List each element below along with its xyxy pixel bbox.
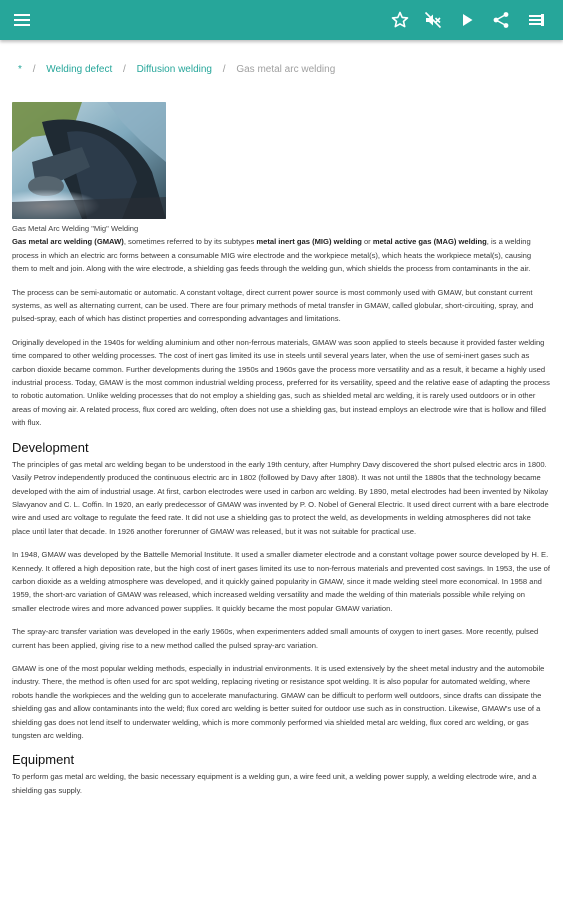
breadcrumb-home[interactable]: * <box>18 64 22 75</box>
term-mig: metal inert gas (MIG) welding <box>256 237 362 247</box>
section-heading-equipment: Equipment <box>12 752 75 768</box>
app-bar <box>0 0 563 40</box>
intro-text: or <box>361 237 373 247</box>
breadcrumb-item-diffusion-welding[interactable]: Diffusion welding <box>136 64 212 75</box>
intro-text: , sometimes referred to by its subtypes <box>123 237 257 247</box>
paragraph: The process can be semi-automatic or automatic. A constant voltage, direct current power source is most commonly used with GMAW, but constant current systems, as well as alternating current, can be used. There are four primary methods of metal transfer in GMAW, called globular, short-circuiting, spray, and pulsed-spray, each of which has distinct properties and corresponding advantages and limitations. <box>12 287 534 324</box>
star-icon[interactable] <box>390 10 410 30</box>
image-caption: Gas Metal Arc Welding "Mig" Welding <box>12 224 139 233</box>
list-icon[interactable] <box>526 10 546 30</box>
article-content <box>0 40 563 900</box>
intro-paragraph <box>12 235 550 275</box>
share-icon[interactable] <box>491 10 511 30</box>
term-gmaw: Gas metal arc welding (GMAW) <box>12 237 124 247</box>
paragraph: Originally developed in the 1940s for welding aluminium and other non-ferrous materials, GMAW was soon applied to steels because it provided faster welding time compared to other welding processes. The cost of inert gas limited its use in steels until several years later, when the use of semi-inert gases such as carbon dioxide became common. Further developments during the 1950s and 1960s gave the process more versatility and as a result, it became a highly used industrial process. Today, GMAW is the most common industrial welding process, preferred for its versatility, speed and the relative ease of adapting the process to robotic automation. Unlike welding processes that do not employ a shielding gas, such as shielded metal arc welding, it is rarely used outdoors or in other areas of moving air. A related process, flux cored arc welding, often does not use a shielding gas, but instead employs an electrode wire that is hollow and filled with flux. <box>12 337 550 428</box>
paragraph: In 1948, GMAW was developed by the Battelle Memorial Institute. It used a smaller diameter electrode and a constant voltage power source developed by H. E. Kennedy. It offered a high deposition rate, but the high cost of inert gases limited its use to non-ferrous materials and prevented cost savings. In 1953, the use of carbon dioxide as a welding atmosphere was developed, and it quickly gained popularity in GMAW, since it made welding steel more economical. In 1958 and 1959, the short-arc variation of GMAW was released, which increased welding versatility and made the welding of thin materials possible while relying on smaller electrode wires and more advanced power supplies. It quickly became the most popular GMAW variation. <box>12 550 550 613</box>
volume-off-icon[interactable] <box>423 10 443 30</box>
breadcrumb-separator: / <box>32 64 36 75</box>
intro-text: , is a welding process in which an electric arc forms between a consumable MIG wire electrode and the workpiece metal(s), which heats the workpiece metal(s), causing them to melt and join. Along with the wire electrode, a shielding gas feeds through the welding gun, which shields the process from contaminants in the air. <box>12 237 532 274</box>
breadcrumb-item-welding-defect[interactable]: Welding defect <box>46 64 113 75</box>
article-body <box>12 102 550 807</box>
paragraph: The principles of gas metal arc welding began to be understood in the early 19th century, after Humphry Davy discovered the short pulsed electric arcs in 1800. Vasily Petrov independently produced the continuous electric arc in 1802 (followed by Davy after 1808). It was not until the 1880s that the technology became developed with the aim of industrial usage. At first, carbon electrodes were used in carbon arc welding. By 1890, metal electrodes had been invented by Nikolay Slavyanov and C. L. Coffin. In 1920, an early predecessor of GMAW was invented by P. O. Nobel of General Electric. It used direct current with a bare electrode wire and used arc voltage to regulate the feed rate. It did not use a shielding gas to protect the weld, as developments in welding atmospheres did not take place until later that decade. In 1926 another forerunner of GMAW was released, but it was not suitable for practical use. <box>12 459 549 536</box>
menu-icon[interactable] <box>12 10 32 30</box>
section-heading-development: Development <box>12 439 89 455</box>
paragraph: The spray-arc transfer variation was developed in the early 1960s, when experimenters added small amounts of oxygen to inert gases. More recently, pulsed current has been applied, giving rise to a new method called the pulsed spray-arc variation. <box>12 627 539 650</box>
breadcrumb <box>18 64 335 75</box>
play-icon[interactable] <box>457 10 477 30</box>
breadcrumb-separator: / <box>222 64 226 75</box>
welding-photo <box>12 102 166 219</box>
breadcrumb-current: Gas metal arc welding <box>236 64 336 75</box>
term-mag: metal active gas (MAG) welding <box>372 237 487 247</box>
paragraph: To perform gas metal arc welding, the basic necessary equipment is a welding gun, a wire feed unit, a welding power supply, a welding electrode wire, and a shielding gas supply. <box>12 772 537 795</box>
breadcrumb-separator: / <box>123 64 126 75</box>
paragraph: GMAW is one of the most popular welding methods, especially in industrial environments. It is used extensively by the sheet metal industry and the automobile industry. There, the method is often used for arc spot welding, replacing riveting or resistance spot welding. It is also popular for automated welding, where robots handle the workpieces and the welding gun to accelerate manufacturing. GMAW can be difficult to perform well outdoors, since drafts can dissipate the shielding gas and allow contaminants into the weld; flux cored arc welding is better suited for outdoor use such as in construction. Likewise, GMAW's use of a shielding gas does not lend itself to underwater welding, which is more commonly performed via shielded metal arc welding, flux cored arc welding, or gas tungsten arc welding. <box>12 663 545 740</box>
